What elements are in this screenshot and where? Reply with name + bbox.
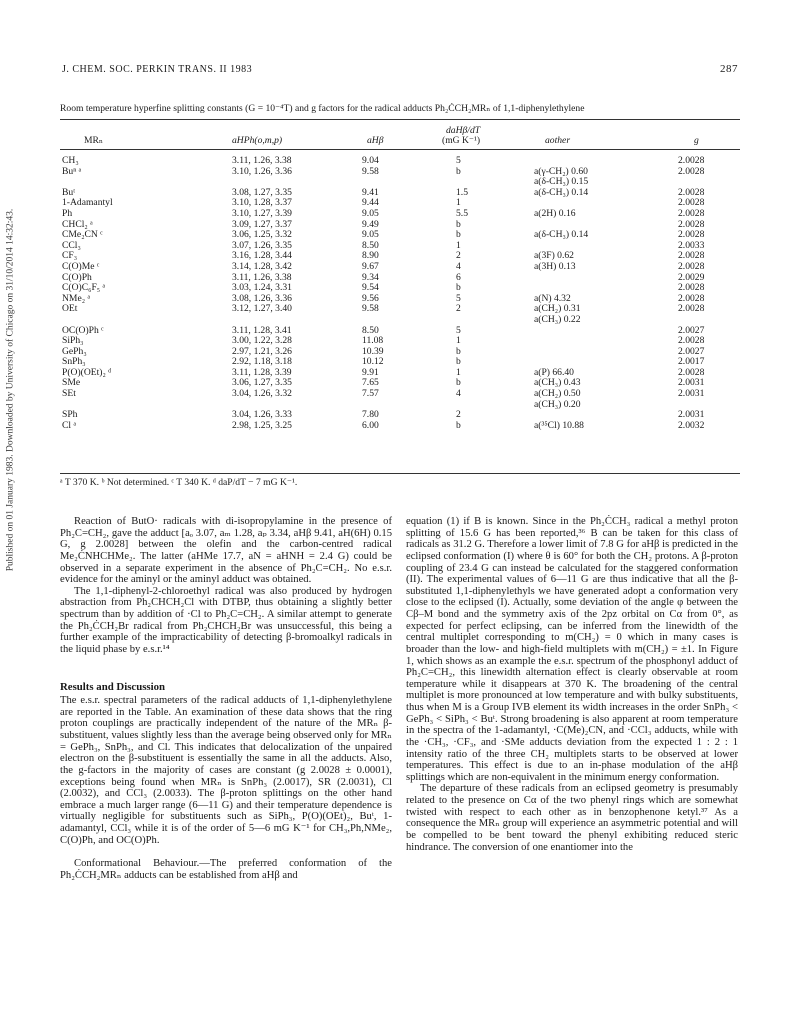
table-cell: 9.44 bbox=[362, 197, 379, 209]
table-cell: 9.58 bbox=[362, 303, 379, 315]
download-watermark bbox=[2, 110, 18, 670]
table-cell bbox=[534, 336, 588, 347]
header-aph: aHPh(o,m,p) bbox=[232, 135, 283, 146]
table-cell: 9.67 bbox=[362, 260, 379, 272]
table-cell: b bbox=[456, 229, 461, 241]
table-cell: 2.0028 bbox=[678, 165, 705, 177]
running-header bbox=[62, 64, 738, 78]
table-cell: a(P) 66.40 bbox=[534, 366, 574, 378]
table-cell: 2.0028 bbox=[678, 229, 705, 241]
table-cell: 3.00, 1.22, 3.28 bbox=[232, 335, 292, 347]
table-cell: b bbox=[456, 356, 461, 368]
table-cell: 2 bbox=[456, 409, 461, 421]
table-cell: a(δ-CH₃) 0.14 bbox=[534, 186, 589, 198]
table-cell: 5.5 bbox=[456, 207, 468, 219]
table-cell: 3.12, 1.27, 3.40 bbox=[232, 303, 292, 315]
table-cell: 2.0028 bbox=[678, 197, 705, 209]
table-cell: 9.05 bbox=[362, 229, 379, 241]
table-cell bbox=[456, 315, 468, 326]
table-cell bbox=[678, 315, 704, 326]
table-cell: 9.54 bbox=[362, 282, 379, 294]
table-cell: 2.0028 bbox=[678, 250, 705, 262]
table-cell bbox=[62, 315, 113, 326]
table-cell: 3.14, 1.28, 3.42 bbox=[232, 260, 292, 272]
table-cell: C(O)Ph bbox=[62, 271, 92, 283]
table-cell: CHCl₂ ᵃ bbox=[62, 218, 93, 230]
table-cell: C(O)Me ᶜ bbox=[62, 260, 100, 272]
table-cell: b bbox=[456, 345, 461, 357]
table-cell: 3.10, 1.26, 3.36 bbox=[232, 165, 292, 177]
table-cell: b bbox=[456, 377, 461, 389]
table-cell: Buⁿ ᵃ bbox=[62, 165, 82, 177]
table-cell: NMe₂ ᵃ bbox=[62, 292, 91, 304]
table-cell: SnPh₃ bbox=[62, 356, 86, 368]
table-cell: a(CH₃) 0.20 bbox=[534, 398, 581, 410]
table-cell: 5 bbox=[456, 324, 461, 336]
body-paragraph: The e.s.r. spectral parameters of the radical adducts of 1,1-diphenylethylene are reported in the Table. An examination of these data shows that the ring proton couplings are practically independent of the nature of the MRₙ β-substituent, values slightly less than the average being observed only for MRₙ = GePh₃, SnPh₃, and Cl. This indicates that delocalization of the unpaired electron on the β-substituent is essentially the same in all the adducts. Also, the g-factors in the majority of cases are constant (g 2.0028 ± 0.0001), exceptions being found when MRₙ is SnPh₃ (2.0017), SR (2.0031), Cl (2.0032), and CCl₃ (2.0033). The β-proton splittings on the other hand embrace a much larger range (6—11 G) and their temperature dependence is virtually negligible for substituents such as SiPh₃, P(O)(OEt)₂, Buᵗ, 1-adamantyl, CCl₃ while it is of the order of 5—6 mG K⁻¹ for CH₃,Ph,NMe₂, C(O)Ph, and OC(O)Ph. bbox=[60, 695, 392, 846]
table-cell: 4 bbox=[456, 388, 461, 400]
table-cell: 8.50 bbox=[362, 324, 379, 336]
body-paragraph: The 1,1-diphenyl-2-chloroethyl radical was also produced by hydrogen abstraction from Ph₂CHCH₂Cl with DTBP, thus obtaining a slightly better spectrum than by addition of ·Cl to Ph₂C=CH₂. A similar attempt to generate the Ph₂ĊCH₂Br radical from Ph₂CHCH₂Br was unsuccessful, this being a further example of the impracticability of detecting β-bromoalkyl radicals in the liquid phase by e.s.r.¹⁴ bbox=[60, 585, 392, 655]
table-cell: Cl ᵃ bbox=[62, 419, 77, 431]
table-cell: 2.0028 bbox=[678, 292, 705, 304]
table-cell: 2.98, 1.25, 3.25 bbox=[232, 419, 292, 431]
table-cell: 3.10, 1.28, 3.37 bbox=[232, 197, 292, 209]
table-cell: 2.0028 bbox=[678, 260, 705, 272]
table-footnote: ᵃ T 370 K. ᵇ Not determined. ᶜ T 340 K. ᵈ daP/dT − 7 mG K⁻¹. bbox=[60, 477, 298, 488]
column-mr bbox=[62, 156, 113, 431]
table-cell: 2.0027 bbox=[678, 345, 705, 357]
table-cell: 3.03, 1.24, 3.31 bbox=[232, 282, 292, 294]
table-cell: 7.65 bbox=[362, 377, 379, 389]
table-cell: OC(O)Ph ᶜ bbox=[62, 324, 104, 336]
body-paragraph: equation (1) if B is known. Since in the Ph₂ĊCH₃ radical a methyl proton splitting of 15.6 G has been reported,³⁶ B can be taken for this class of radicals as 31.2 G. Therefore a lower limit of 7.8 G for aHβ is predicted in the eclipsed conformation (I) where θ is 60° for both the CH₂ protons. A β-proton coupling of 23.4 G can instead be calculated for the staggered conformation (II). The experimental values of 6—11 G are thus indicative that all the β-substituted 1,1-diphenylethyls we have generated adopt a conformation very close to the eclipsed (I). Actually, some deviation of the angle φ between the Cβ–M bond and the symmetry axis of the 2pz orbital on Cα from 0°, as expected for perfect eclipsing, can be inferred from the linewidth of the central multiplet corresponding to m(CH₂) = 0 which in many cases is broader than the low- and high-field multiplets with m(CH₂) = ±1. In Figure 1, which shows as an example the e.s.r. spectrum of the phosphonyl adduct of Ph₂C=CH₂, this linewidth alternation effect is clearly observable at room temperature while it disappears at 370 K. The broadening of the central multiplet is more pronounced at low temperature and with bulky substituents, thus when M is a Group IVB element its width increases in the order SnPh₃ < GePh₃ < SiPh₃ < Buᵗ. Strong broadening is also apparent at room temperature in the spectra of the 1-adamantyl, ·C(Me)₂CN, and ·CCl₃ adducts, while with the ·CH₃, ·CF₃, and ·SMe adducts deviation from the expected 1 : 2 : 1 intensity ratio of the three CH₂ multiplets starts to be observed at lower temperatures. This effect is due to an in-phase modulation of the aHβ splittings which are non-equivalent in the minimum energy conformation. bbox=[406, 516, 738, 783]
table-cell: 9.56 bbox=[362, 292, 379, 304]
table-cell: P(O)(OEt)₂ ᵈ bbox=[62, 366, 112, 378]
table-cell: 3.08, 1.26, 3.36 bbox=[232, 292, 292, 304]
table-cell: 6.00 bbox=[362, 419, 379, 431]
table-cell: 9.41 bbox=[362, 186, 379, 198]
table-cell: SEt bbox=[62, 388, 76, 400]
table-cell: 8.90 bbox=[362, 250, 379, 262]
table-bottom-rule bbox=[60, 473, 740, 474]
table-cell: 3.11, 1.26, 3.38 bbox=[232, 155, 292, 166]
section-heading: Results and Discussion bbox=[60, 680, 166, 693]
table-cell bbox=[534, 273, 588, 284]
table-cell: 2.0028 bbox=[678, 207, 705, 219]
table-cell: 3.07, 1.26, 3.35 bbox=[232, 239, 292, 251]
table-cell: SiPh₃ bbox=[62, 335, 84, 347]
table-cell: 2.0028 bbox=[678, 366, 705, 378]
table-cell: 3.11, 1.28, 3.41 bbox=[232, 324, 292, 336]
table-cell: 4 bbox=[456, 260, 461, 272]
body-column-left bbox=[60, 516, 392, 882]
table-cell: 9.34 bbox=[362, 271, 379, 283]
table-cell: b bbox=[456, 165, 461, 177]
table-cell: a(CH₃) 0.22 bbox=[534, 313, 581, 325]
table-cell: 2.0031 bbox=[678, 377, 705, 389]
table-cell: 2.0028 bbox=[678, 186, 705, 198]
table-cell: a(δ-CH₃) 0.14 bbox=[534, 229, 589, 241]
body-paragraph: Conformational Behaviour.—The preferred conformation of the Ph₂ĊCH₂MRₙ adducts can be established from aHβ and bbox=[60, 858, 392, 881]
table-cell: 3.04, 1.26, 3.33 bbox=[232, 409, 292, 421]
table-cell: 7.57 bbox=[362, 388, 379, 400]
table-cell: 3.04, 1.26, 3.32 bbox=[232, 388, 292, 400]
table-cell: 2.0028 bbox=[678, 335, 705, 347]
header-dadt-unit: (mG K⁻¹) bbox=[442, 135, 481, 146]
table-cell: CCl₃ bbox=[62, 239, 81, 251]
table-cell: 3.11, 1.28, 3.39 bbox=[232, 366, 292, 378]
table-cell: 1 bbox=[456, 366, 461, 378]
table-cell: 2.0028 bbox=[678, 155, 705, 166]
table-cell: 2.0017 bbox=[678, 356, 705, 368]
table-cell: a(CH₃) 0.43 bbox=[534, 377, 581, 389]
column-g bbox=[678, 156, 704, 431]
table-cell: 1-Adamantyl bbox=[62, 197, 113, 209]
header-mr: MRₙ bbox=[84, 135, 104, 146]
header-dadt: daHβ/dT bbox=[446, 125, 481, 136]
journal-title: J. CHEM. SOC. PERKIN TRANS. II 1983 bbox=[62, 64, 253, 75]
table-cell: 2.0028 bbox=[678, 218, 705, 230]
table-cell bbox=[534, 347, 588, 358]
table-cell: 9.58 bbox=[362, 165, 379, 177]
table-cell: SMe bbox=[62, 377, 81, 389]
table-cell: 2.0031 bbox=[678, 388, 705, 400]
table-cell: 11.08 bbox=[362, 335, 384, 347]
body-paragraph: Reaction of ButO· radicals with di-isopropylamine in the presence of Ph₂C=CH₂, gave the adduct [aₒ 3.07, aₘ 1.28, aₚ 3.34, aHβ 9.41, aH(6H) 0.15 G, g 2.0028] between the olefin and the carbon-centred radical Me₂ĊNHCHMe₂. The latter (aHMe 17.7, aN = aHNH = 2.4 G) could be observed in a separate experiment in the absence of Ph₂C=CH₂. No e.s.r. evidence for the aminyl or the aminyl adduct was obtained. bbox=[60, 516, 392, 586]
table-cell: a(³⁵Cl) 10.88 bbox=[534, 419, 584, 431]
table-cell: 2.0028 bbox=[678, 282, 705, 294]
table-cell: 2 bbox=[456, 250, 461, 262]
table-cell: 9.05 bbox=[362, 207, 379, 219]
table-cell: a(3F) 0.62 bbox=[534, 250, 574, 262]
table-cell: a(CH₂) 0.50 bbox=[534, 388, 581, 400]
table-cell: 7.80 bbox=[362, 409, 379, 421]
table-cell: 2.97, 1.21, 3.26 bbox=[232, 345, 292, 357]
table-cell: a(3H) 0.13 bbox=[534, 260, 576, 272]
table-cell: 9.49 bbox=[362, 218, 379, 230]
table-cell bbox=[362, 315, 384, 326]
table-cell: 2 bbox=[456, 303, 461, 315]
table-cell: 1 bbox=[456, 335, 461, 347]
download-watermark-text: Published on 01 January 1983. Downloaded by University of Chicago on 31/10/2014 14:32:43. bbox=[5, 208, 15, 572]
table-cell: 2.0031 bbox=[678, 409, 705, 421]
table-cell: 6 bbox=[456, 271, 461, 283]
table-cell: a(N) 4.32 bbox=[534, 292, 571, 304]
column-ahb bbox=[362, 156, 384, 431]
table-cell: 5 bbox=[456, 292, 461, 304]
page-number: 287 bbox=[720, 63, 738, 75]
table-cell: 5 bbox=[456, 155, 461, 166]
table-cell: 10.12 bbox=[362, 356, 384, 368]
table-cell: a(δ-CH₃) 0.15 bbox=[534, 176, 589, 188]
table-cell: 3.10, 1.27, 3.39 bbox=[232, 207, 292, 219]
table-cell bbox=[534, 156, 588, 167]
table-cell: C(O)C₆F₅ ᵃ bbox=[62, 282, 106, 294]
table-cell: 3.06, 1.25, 3.32 bbox=[232, 229, 292, 241]
table-cell: 3.16, 1.28, 3.44 bbox=[232, 250, 292, 262]
paragraph-spacer bbox=[60, 846, 392, 858]
table-top-rule bbox=[60, 119, 740, 120]
header-g: g bbox=[694, 135, 699, 146]
table-cell: a(2H) 0.16 bbox=[534, 207, 576, 219]
table-cell: 1 bbox=[456, 197, 461, 209]
table-cell: 3.08, 1.27, 3.35 bbox=[232, 186, 292, 198]
table-cell: 3.11, 1.26, 3.38 bbox=[232, 271, 292, 283]
column-aph bbox=[232, 156, 292, 431]
body-paragraph: The departure of these radicals from an eclipsed geometry is presumably related to the presence on Cα of the two phenyl rings which are somewhat twisted with respect to each other as in benzophenone ketyl.³⁷ As a consequence the MRₙ group will experience an asymmetric potential and will be compelled to be bent toward the phenyl exhibiting reduced steric hindrance. The conversion of one enantiomer into the bbox=[406, 783, 738, 853]
table-cell: GePh₃ bbox=[62, 345, 87, 357]
table-cell: 2.92, 1.18, 3.18 bbox=[232, 356, 292, 368]
table-caption: Room temperature hyperfine splitting constants (G = 10⁻⁴T) and g factors for the radical adducts Ph₂ĊCH₂MRₙ of 1,1-diphenylethylene bbox=[60, 103, 585, 114]
header-ahb: aHβ bbox=[367, 135, 384, 146]
table-cell: 3.09, 1.27, 3.37 bbox=[232, 218, 292, 230]
table-cell: b bbox=[456, 218, 461, 230]
table-cell: SPh bbox=[62, 409, 78, 421]
table-header-rule bbox=[60, 149, 740, 150]
table-cell: 10.39 bbox=[362, 345, 384, 357]
header-aother: aother bbox=[545, 135, 571, 146]
table-cell: 1 bbox=[456, 239, 461, 251]
table-cell: 8.50 bbox=[362, 239, 379, 251]
table-cell: CH₃ bbox=[62, 155, 79, 166]
table-cell: b bbox=[456, 282, 461, 294]
table-cell: 3.06, 1.27, 3.35 bbox=[232, 377, 292, 389]
table-cell: b bbox=[456, 419, 461, 431]
table-cell: a(γ-CH₂) 0.60 bbox=[534, 165, 588, 177]
table-cell: 2.0033 bbox=[678, 239, 705, 251]
table-cell: CMe₂CN ᶜ bbox=[62, 229, 103, 241]
table-cell: 2.0028 bbox=[678, 303, 705, 315]
table-cell: 2.0032 bbox=[678, 419, 705, 431]
table-cell: a(CH₂) 0.31 bbox=[534, 303, 581, 315]
table-cell: CF₃ bbox=[62, 250, 78, 262]
table-cell: Ph bbox=[62, 207, 73, 219]
table-cell: 9.91 bbox=[362, 366, 379, 378]
table-cell: 9.04 bbox=[362, 155, 379, 166]
column-dadt bbox=[456, 156, 468, 431]
body-column-right bbox=[406, 516, 738, 853]
table-cell: Buᵗ bbox=[62, 186, 76, 198]
table-cell: 2.0027 bbox=[678, 324, 705, 336]
table-cell: 2.0029 bbox=[678, 271, 705, 283]
table-cell bbox=[534, 326, 588, 337]
table-cell: OEt bbox=[62, 303, 78, 315]
table-cell: 1.5 bbox=[456, 186, 468, 198]
table-cell bbox=[232, 315, 292, 326]
column-aother bbox=[534, 156, 588, 431]
